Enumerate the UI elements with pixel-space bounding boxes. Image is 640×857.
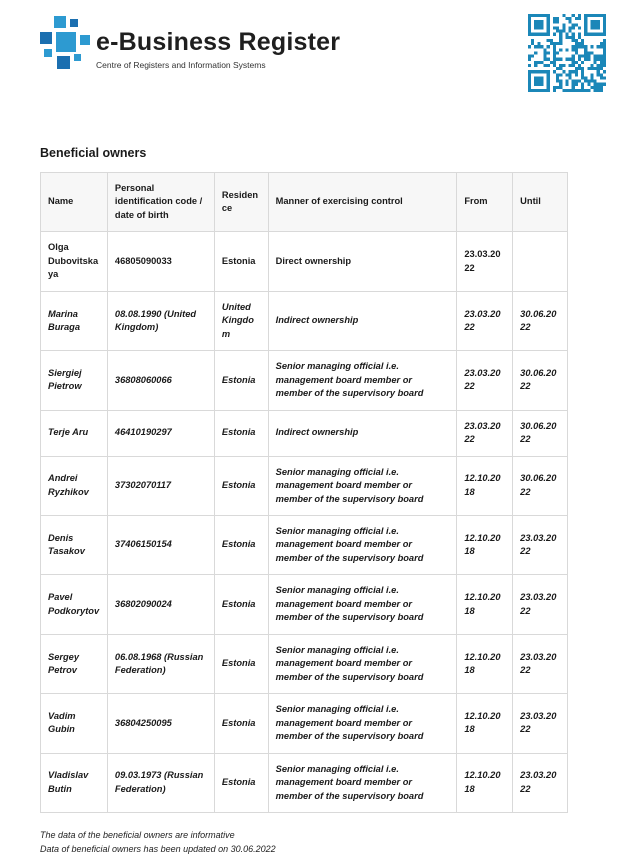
table-row bbox=[41, 291, 568, 350]
col-header-name: Name bbox=[41, 173, 108, 232]
cell-until: 30.06.2022 bbox=[513, 410, 568, 456]
table-header-row bbox=[41, 173, 568, 232]
cell-name: Terje Aru bbox=[41, 410, 108, 456]
cell-name: Siergiej Pietrow bbox=[41, 351, 108, 410]
cell-residence: Estonia bbox=[214, 515, 268, 574]
footer-notes bbox=[40, 829, 606, 857]
cell-code: 36802090024 bbox=[107, 575, 214, 634]
cell-residence: Estonia bbox=[214, 351, 268, 410]
qr-code-icon bbox=[528, 14, 606, 92]
cell-from: 12.10.2018 bbox=[457, 634, 513, 693]
cell-manner: Senior managing official i.e. management board member or member of the supervisory board bbox=[268, 753, 457, 812]
table-row bbox=[41, 634, 568, 693]
app-title: e-Business Register bbox=[96, 28, 341, 56]
cell-until: 30.06.2022 bbox=[513, 351, 568, 410]
table-row bbox=[41, 410, 568, 456]
cell-residence: Estonia bbox=[214, 575, 268, 634]
header-titles bbox=[96, 28, 340, 70]
cell-name: Olga Dubovitskaya bbox=[41, 232, 108, 291]
cell-code: 09.03.1973 (Russian Federation) bbox=[107, 753, 214, 812]
cell-from: 23.03.2022 bbox=[457, 351, 513, 410]
cell-until: 23.03.2022 bbox=[513, 515, 568, 574]
cell-code: 37302070117 bbox=[107, 456, 214, 515]
cell-manner: Indirect ownership bbox=[268, 291, 457, 350]
cell-manner: Senior managing official i.e. management board member or member of the supervisory board bbox=[268, 634, 457, 693]
cell-name: Marina Buraga bbox=[41, 291, 108, 350]
cell-residence: Estonia bbox=[214, 634, 268, 693]
col-header-manner: Manner of exercising control bbox=[268, 173, 457, 232]
app-subtitle: Centre of Registers and Information Systems bbox=[96, 59, 266, 70]
note-informative: The data of the beneficial owners are informative bbox=[40, 830, 235, 840]
table-row bbox=[41, 515, 568, 574]
table-row bbox=[41, 232, 568, 291]
cell-residence: Estonia bbox=[214, 694, 268, 753]
cell-code: 46805090033 bbox=[107, 232, 214, 291]
col-header-from: From bbox=[457, 173, 513, 232]
cell-until: 23.03.2022 bbox=[513, 634, 568, 693]
cell-until bbox=[513, 232, 568, 291]
cell-name: Pavel Podkorytov bbox=[41, 575, 108, 634]
cell-from: 23.03.2022 bbox=[457, 232, 513, 291]
cell-name: Denis Tasakov bbox=[41, 515, 108, 574]
cell-manner: Senior managing official i.e. management board member or member of the supervisory board bbox=[268, 351, 457, 410]
cell-until: 23.03.2022 bbox=[513, 694, 568, 753]
cell-residence: Estonia bbox=[214, 232, 268, 291]
note-updated: Data of beneficial owners has been updated on 30.06.2022 bbox=[40, 843, 276, 854]
table-row bbox=[41, 456, 568, 515]
cell-manner: Senior managing official i.e. management board member or member of the supervisory board bbox=[268, 515, 457, 574]
cell-from: 12.10.2018 bbox=[457, 456, 513, 515]
cell-code: 06.08.1968 (Russian Federation) bbox=[107, 634, 214, 693]
table-row bbox=[41, 351, 568, 410]
col-header-residence: Residence bbox=[214, 173, 268, 232]
section-title: Beneficial owners bbox=[40, 146, 147, 160]
cell-code: 37406150154 bbox=[107, 515, 214, 574]
beneficial-owners-table bbox=[40, 172, 568, 813]
cell-residence: Estonia bbox=[214, 456, 268, 515]
cell-code: 36808060066 bbox=[107, 351, 214, 410]
cell-residence: Estonia bbox=[214, 753, 268, 812]
cell-from: 23.03.2022 bbox=[457, 291, 513, 350]
cell-code: 08.08.1990 (United Kingdom) bbox=[107, 291, 214, 350]
cell-residence: United Kingdom bbox=[214, 291, 268, 350]
cell-residence: Estonia bbox=[214, 410, 268, 456]
cell-manner: Indirect ownership bbox=[268, 410, 457, 456]
col-header-id-code: Personal identification code / date of birth bbox=[107, 173, 214, 232]
cell-manner: Senior managing official i.e. management board member or member of the supervisory board bbox=[268, 575, 457, 634]
main-content bbox=[40, 94, 606, 857]
cell-from: 12.10.2018 bbox=[457, 753, 513, 812]
cell-name: Vadim Gubin bbox=[41, 694, 108, 753]
register-logo bbox=[40, 16, 92, 78]
cell-code: 46410190297 bbox=[107, 410, 214, 456]
cell-name: Andrei Ryzhikov bbox=[41, 456, 108, 515]
header bbox=[40, 14, 606, 94]
table-row bbox=[41, 575, 568, 634]
col-header-until: Until bbox=[513, 173, 568, 232]
cell-code: 36804250095 bbox=[107, 694, 214, 753]
table-row bbox=[41, 753, 568, 812]
cell-from: 12.10.2018 bbox=[457, 575, 513, 634]
cell-from: 12.10.2018 bbox=[457, 694, 513, 753]
cell-name: Vladislav Butin bbox=[41, 753, 108, 812]
cell-manner: Senior managing official i.e. management board member or member of the supervisory board bbox=[268, 456, 457, 515]
cell-from: 12.10.2018 bbox=[457, 515, 513, 574]
cell-until: 30.06.2022 bbox=[513, 456, 568, 515]
cell-manner: Senior managing official i.e. management board member or member of the supervisory board bbox=[268, 694, 457, 753]
cell-until: 23.03.2022 bbox=[513, 753, 568, 812]
cell-until: 30.06.2022 bbox=[513, 291, 568, 350]
table-row bbox=[41, 694, 568, 753]
cell-from: 23.03.2022 bbox=[457, 410, 513, 456]
cell-manner: Direct ownership bbox=[268, 232, 457, 291]
cell-until: 23.03.2022 bbox=[513, 575, 568, 634]
cell-name: Sergey Petrov bbox=[41, 634, 108, 693]
